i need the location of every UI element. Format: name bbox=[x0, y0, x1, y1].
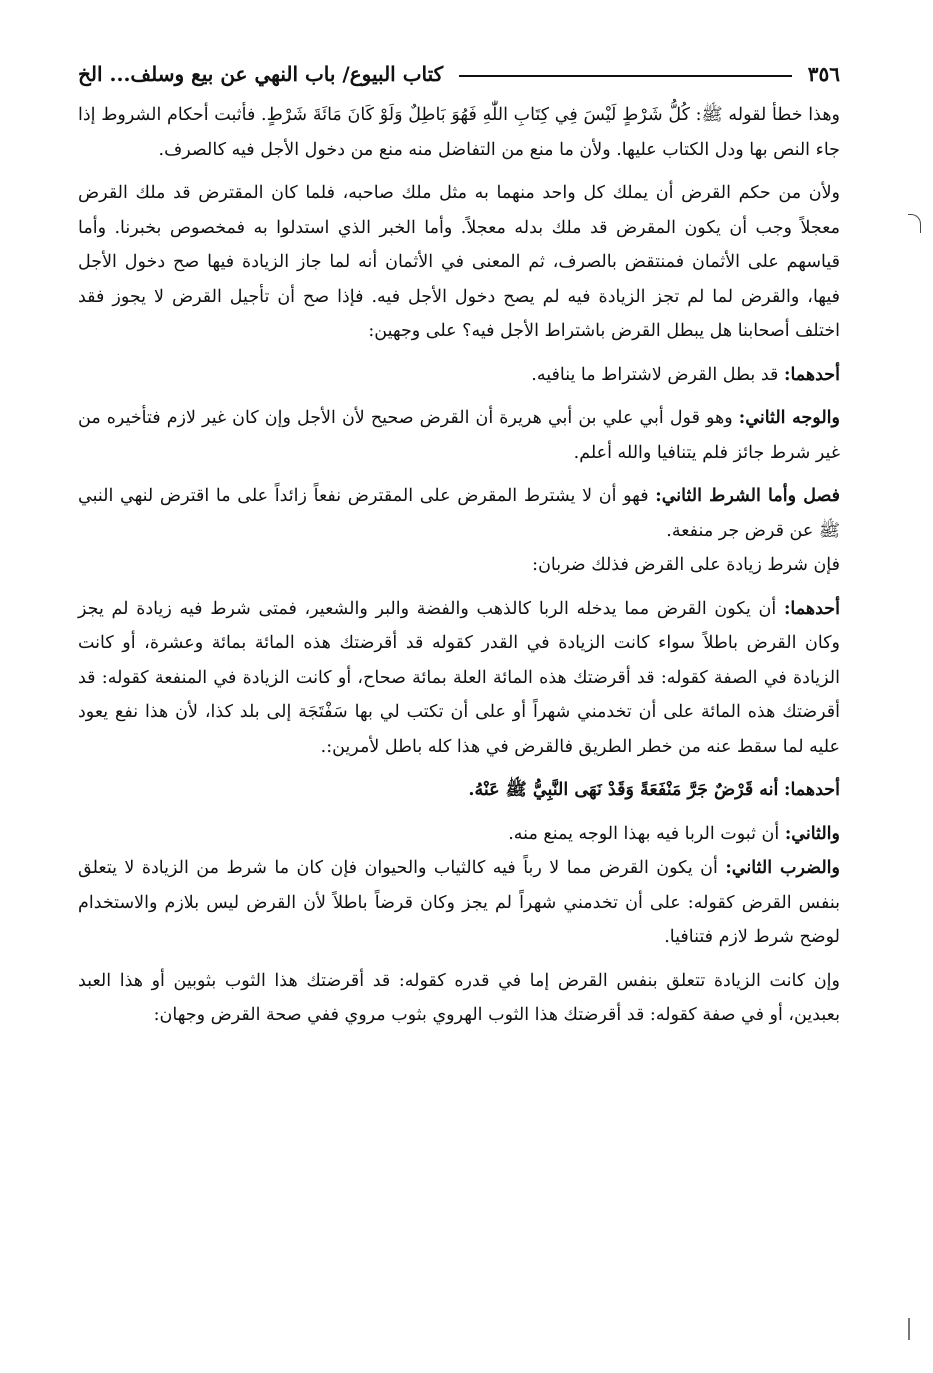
document-page bbox=[78, 56, 840, 1042]
paragraph-text: قد بطل القرض لاشتراط ما ينافيه. bbox=[531, 364, 779, 385]
running-title: كتاب البيوع/ باب النهي عن بيع وسلف... الخ bbox=[78, 62, 444, 86]
paragraph-text: فهو أن لا يشترط المقرض على المقترض نفعاً زائداً على ما اقترض لنهي النبي ﷺ عن قرض جر منفعة. bbox=[78, 486, 840, 541]
header-rule bbox=[459, 75, 792, 77]
paragraph-10 bbox=[78, 851, 840, 955]
paragraph-11 bbox=[78, 964, 840, 1033]
paragraph-text: أن يكون القرض مما يدخله الربا كالذهب والفضة والبر والشعير، فمتى شرط فيه زيادة لم يجز وكان القرض باطلاً سواء كانت الزيادة في القدر كقوله قد أقرضتك هذه المائة بمائة وعشرة، أو كانت الزيادة في الصفة كقوله: قد أقرضتك هذه المائة العلة بمائة صحاح، أو كانت الزيادة في المنفعة كقوله: قد أقرضتك هذه المائة على أن تخدمني شهراً أو على أن تكتب لي بها سَفْتَجَة إلى بلد كذا، لأن هذا نفع يعود عليه لما سقط عنه من خطر الطريق فالقرض في هذا كله باطل لأمرين:. bbox=[78, 598, 840, 757]
paragraph-8 bbox=[78, 773, 840, 808]
paragraph-lead: والثاني: bbox=[784, 823, 840, 844]
paragraph-text: وإن كانت الزيادة تتعلق بنفس القرض إما في قدره كقوله: قد أقرضتك هذا الثوب بثوبين أو هذا العبد بعبدين، أو في صفة كقوله: قد أقرضتك هذا الثوب الهروي بثوب مروي ففي صحة القرض وجهان: bbox=[78, 970, 840, 1025]
paragraph-lead: أحدهما: bbox=[783, 598, 840, 619]
paragraph-1 bbox=[78, 98, 840, 167]
paragraph-lead: والضرب الثاني: bbox=[725, 858, 840, 878]
margin-line-mark bbox=[908, 1318, 910, 1340]
paragraph-lead: فصل وأما الشرط الثاني: bbox=[655, 486, 840, 506]
page-header bbox=[78, 56, 840, 92]
paragraph-text: أن يكون القرض مما لا رباً فيه كالثياب والحيوان فإن كان ما شرط من الزيادة لا يتعلق بنفس القرض كقوله: على أن تخدمني شهراً لم يجز وكان قرضاً باطلاً لأن القرض ليس بلازم والاستخدام لوضح شرط لازم فتنافيا. bbox=[78, 858, 840, 947]
margin-bracket-mark bbox=[908, 214, 921, 233]
paragraph-lead: أحدهما: bbox=[783, 364, 840, 385]
hadith-text: أنه قَرْضٌ جَرَّ مَنْفَعَةً وَقَدْ نَهَى النَّبِيُّ ﷺ عَنْهُ. bbox=[468, 780, 779, 800]
paragraph-text: فإن شرط زيادة على القرض فذلك ضربان: bbox=[532, 555, 840, 575]
paragraph-text: وهو قول أبي علي بن أبي هريرة أن القرض صحيح لأن الأجل وإن كان غير لازم فتأخيره من غير شرط جائز فلم يتنافيا والله أعلم. bbox=[78, 408, 840, 463]
page-number: ٣٥٦ bbox=[807, 62, 840, 86]
paragraph-text: أن ثبوت الربا فيه بهذا الوجه يمنع منه. bbox=[508, 823, 780, 844]
paragraph-text: وهذا خطأ لقوله ﷺ: كُلُّ شَرْطٍ لَيْسَ فِي كِتَابِ اللّٰهِ فَهُوَ بَاطِلٌ وَلَوْ كَانَ مَائَةَ شَرْطٍ. فأثبت أحكام الشروط إذا جاء النص بها ودل الكتاب عليها. ولأن ما منع من التفاضل منه منع من دخول الأجل فيه كالصرف. bbox=[78, 105, 840, 160]
paragraph-lead: والوجه الثاني: bbox=[738, 408, 840, 428]
paragraph-2 bbox=[78, 176, 840, 349]
paragraph-4 bbox=[78, 401, 840, 470]
paragraph-lead: أحدهما: bbox=[783, 780, 840, 800]
paragraph-7 bbox=[78, 592, 840, 765]
paragraph-9 bbox=[78, 817, 840, 852]
paragraph-5 bbox=[78, 479, 840, 548]
paragraph-6 bbox=[78, 548, 840, 583]
paragraph-text: ولأن من حكم القرض أن يملك كل واحد منهما به مثل ملك صاحبه، فلما كان المقترض قد ملك القرض معجلاً وجب أن يكون المقرض قد ملك بدله معجلاً. وأما الخبر الذي استدلوا به فمخصوص بخبرنا. وأما قياسهم على الأثمان فمنتقض بالصرف، ثم المعنى في الأثمان أنه لما جاز الزيادة فيها صح دخول الأجل فيها، والقرض لما لم تجز الزيادة فيه لم يصح دخول الأجل فيه. فإذا صح أن تأجيل القرض لا يجوز فقد اختلف أصحابنا هل يبطل القرض باشتراط الأجل فيه؟ على وجهين: bbox=[78, 183, 840, 341]
paragraph-3 bbox=[78, 358, 840, 393]
